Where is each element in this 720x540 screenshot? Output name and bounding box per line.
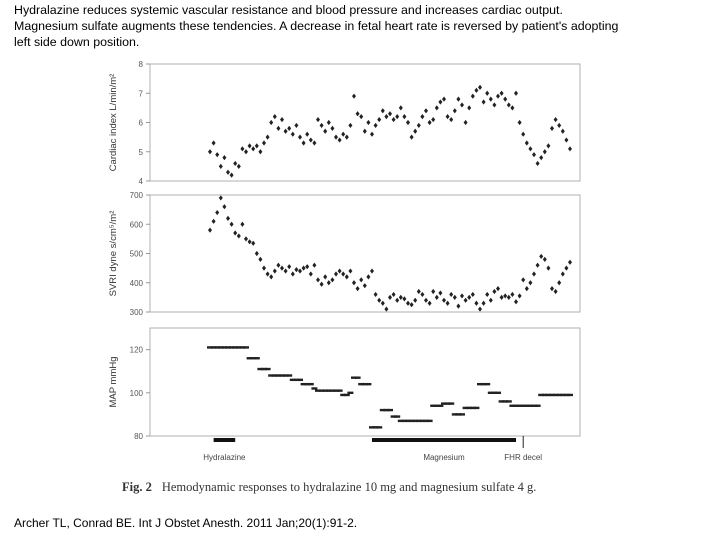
data-point <box>500 295 504 300</box>
data-point <box>460 102 464 107</box>
data-point <box>212 140 216 145</box>
data-point <box>352 280 356 285</box>
data-point <box>366 120 370 125</box>
data-point <box>273 114 277 119</box>
data-point <box>464 298 468 303</box>
data-point <box>381 108 385 113</box>
y-axis-label: MAP mmHg <box>108 356 119 408</box>
data-point <box>496 286 500 291</box>
data-point <box>233 161 237 166</box>
data-point <box>219 195 223 200</box>
data-point <box>337 389 343 391</box>
data-point <box>536 161 540 166</box>
data-point <box>503 97 507 102</box>
data-point <box>312 140 316 145</box>
data-point <box>297 379 303 381</box>
data-point <box>550 126 554 131</box>
data-point <box>471 94 475 99</box>
data-point <box>276 126 280 131</box>
data-point <box>431 289 435 294</box>
treatment-label: Magnesium <box>423 453 465 462</box>
data-point <box>525 140 529 145</box>
y-tick-label: 8 <box>138 60 143 69</box>
data-point <box>251 241 255 246</box>
data-point <box>413 129 417 134</box>
data-point <box>464 120 468 125</box>
data-point <box>532 152 536 157</box>
data-point <box>363 283 367 288</box>
data-point <box>492 102 496 107</box>
data-point <box>456 97 460 102</box>
data-point <box>442 298 446 303</box>
y-tick-label: 5 <box>138 147 143 157</box>
figure-title: Hemodynamic responses to hydralazine 10 mg and magnesium sulfate 4 g. <box>161 480 537 494</box>
data-point <box>413 298 417 303</box>
data-point <box>521 132 525 137</box>
data-point <box>330 126 334 131</box>
data-point <box>341 271 345 276</box>
data-point <box>410 135 414 140</box>
data-point <box>212 219 216 224</box>
data-point <box>276 263 280 268</box>
data-point <box>489 298 493 303</box>
data-point <box>230 173 234 178</box>
data-point <box>244 236 248 241</box>
panel-1-frame <box>150 64 580 181</box>
data-point <box>543 149 547 154</box>
data-point <box>474 88 478 93</box>
data-point <box>309 271 313 276</box>
data-point <box>388 111 392 116</box>
data-point <box>528 146 532 151</box>
data-point <box>546 143 550 148</box>
data-point <box>532 271 536 276</box>
data-point <box>226 216 230 221</box>
data-point <box>384 306 388 311</box>
data-point <box>262 266 266 271</box>
data-point <box>399 105 403 110</box>
data-point <box>492 289 496 294</box>
data-point <box>294 123 298 128</box>
y-tick-label: 400 <box>129 278 143 288</box>
data-point <box>460 293 464 298</box>
data-point <box>219 164 223 169</box>
data-point <box>243 346 249 348</box>
data-point <box>395 298 399 303</box>
data-point <box>568 260 572 265</box>
y-tick-label: 700 <box>129 191 143 200</box>
data-point <box>536 263 540 268</box>
data-point <box>327 280 331 285</box>
data-point <box>485 292 489 297</box>
data-point <box>338 268 342 273</box>
data-point <box>435 105 439 110</box>
data-point <box>255 143 259 148</box>
data-point <box>478 306 482 311</box>
data-point <box>424 298 428 303</box>
data-point <box>557 280 561 285</box>
data-point <box>262 140 266 145</box>
data-point <box>320 123 324 128</box>
caption-line-2: Magnesium sulfate augments these tendencies. A decrease in fetal heart rate is reversed by patient's adopting <box>14 19 619 33</box>
data-point <box>507 295 511 300</box>
data-point <box>316 277 320 282</box>
data-point <box>449 292 453 297</box>
data-point <box>482 301 486 306</box>
data-point <box>366 274 370 279</box>
data-point <box>394 415 400 417</box>
data-point <box>316 117 320 122</box>
data-point <box>564 137 568 142</box>
data-point <box>230 222 234 227</box>
data-point <box>286 374 292 376</box>
y-tick-label: 500 <box>129 249 143 259</box>
data-point <box>222 155 226 160</box>
data-point <box>359 277 363 282</box>
data-point <box>298 268 302 273</box>
data-point <box>420 114 424 119</box>
data-point <box>311 387 317 389</box>
data-point <box>356 111 360 116</box>
data-point <box>484 383 490 385</box>
data-point <box>561 129 565 134</box>
data-point <box>255 251 259 256</box>
data-point <box>374 292 378 297</box>
data-point <box>402 114 406 119</box>
y-axis-label: SVRI dyne s/cm⁵/m² <box>108 210 119 297</box>
data-point <box>344 394 350 396</box>
data-point <box>222 204 226 209</box>
data-point <box>215 152 219 157</box>
data-point <box>308 383 314 385</box>
data-point <box>258 149 262 154</box>
y-tick-label: 6 <box>138 118 143 128</box>
data-point <box>453 295 457 300</box>
data-point <box>215 210 219 215</box>
data-point <box>327 120 331 125</box>
data-point <box>456 304 460 309</box>
data-point <box>495 392 501 394</box>
data-point <box>345 135 349 140</box>
data-point <box>248 143 252 148</box>
data-point <box>446 301 450 306</box>
data-point <box>208 149 212 154</box>
data-point <box>424 108 428 113</box>
data-point <box>388 295 392 300</box>
data-point <box>237 164 241 169</box>
data-point <box>309 137 313 142</box>
data-point <box>506 400 512 402</box>
data-point <box>510 105 514 110</box>
data-point <box>557 123 561 128</box>
data-point <box>514 91 518 96</box>
data-point <box>485 91 489 96</box>
treatment-label: Hydralazine <box>203 453 246 462</box>
data-point <box>355 376 361 378</box>
data-point <box>244 149 248 154</box>
data-point <box>348 268 352 273</box>
data-point <box>280 117 284 122</box>
data-point <box>248 239 252 244</box>
data-point <box>273 268 277 273</box>
data-point <box>550 286 554 291</box>
data-point <box>402 296 406 301</box>
data-point <box>546 266 550 271</box>
data-point <box>265 368 271 370</box>
data-point <box>254 357 260 359</box>
data-point <box>237 233 241 238</box>
data-point <box>543 257 547 262</box>
data-point <box>376 426 382 428</box>
data-point <box>381 301 385 306</box>
figure-label: Fig. 2 <box>122 480 152 494</box>
data-point <box>539 254 543 259</box>
data-point <box>251 146 255 151</box>
treatment-bar <box>372 438 516 442</box>
data-point <box>438 290 442 295</box>
data-point <box>482 99 486 104</box>
data-point <box>291 271 295 276</box>
y-tick-label: 600 <box>129 220 143 230</box>
data-point <box>395 114 399 119</box>
data-point <box>284 268 288 273</box>
data-point <box>240 222 244 227</box>
data-point <box>521 277 525 282</box>
data-point <box>377 298 381 303</box>
data-point <box>554 117 558 122</box>
data-point <box>363 129 367 134</box>
data-point <box>347 392 353 394</box>
data-point <box>417 289 421 294</box>
y-axis-label: Cardiac index L/min/m² <box>108 73 119 172</box>
treatment-bar <box>214 438 236 442</box>
data-point <box>284 129 288 134</box>
data-point <box>489 97 493 102</box>
data-point <box>535 405 541 407</box>
data-point <box>312 263 316 268</box>
y-tick-label: 4 <box>138 177 143 186</box>
data-point <box>406 120 410 125</box>
data-point <box>305 264 309 269</box>
data-point <box>377 117 381 122</box>
panel-2-frame <box>150 195 580 312</box>
data-point <box>323 129 327 134</box>
data-point <box>449 117 453 122</box>
data-point <box>474 301 478 306</box>
caption-line-3: left side down position. <box>14 35 140 49</box>
data-point <box>518 293 522 298</box>
data-point <box>352 94 356 99</box>
data-point <box>298 135 302 140</box>
data-point <box>514 299 518 304</box>
data-point <box>330 277 334 282</box>
data-point <box>453 108 457 113</box>
data-point <box>392 117 396 122</box>
data-point <box>503 293 507 298</box>
data-point <box>208 228 212 233</box>
citation: Archer TL, Conrad BE. Int J Obstet Anesth. 2011 Jan;20(1):91-2. <box>14 516 358 530</box>
data-point <box>507 102 511 107</box>
data-point <box>437 405 443 407</box>
data-point <box>280 266 284 271</box>
data-point <box>448 402 454 404</box>
data-point <box>302 266 306 271</box>
data-point <box>384 114 388 119</box>
data-point <box>459 413 465 415</box>
data-point <box>233 230 237 235</box>
data-point <box>431 117 435 122</box>
data-point <box>510 292 514 297</box>
data-point <box>291 132 295 137</box>
data-point <box>554 289 558 294</box>
data-point <box>496 94 500 99</box>
data-point <box>399 295 403 300</box>
data-point <box>392 292 396 297</box>
data-point <box>359 114 363 119</box>
data-point <box>356 286 360 291</box>
data-point <box>528 280 532 285</box>
data-point <box>266 271 270 276</box>
data-point <box>446 114 450 119</box>
data-point <box>269 274 273 279</box>
data-point <box>287 126 291 131</box>
data-point <box>428 301 432 306</box>
data-point <box>467 295 471 300</box>
data-point <box>226 170 230 175</box>
data-point <box>417 123 421 128</box>
panel-3-frame <box>150 328 580 436</box>
data-point <box>323 274 327 279</box>
data-point <box>345 274 349 279</box>
data-point <box>258 257 262 262</box>
data-point <box>365 383 371 385</box>
caption-line-1: Hydralazine reduces systemic vascular resistance and blood pressure and increases cardiac output. <box>14 3 563 17</box>
data-point <box>420 292 424 297</box>
data-point <box>269 120 273 125</box>
y-tick-label: 80 <box>134 432 143 441</box>
data-point <box>525 286 529 291</box>
treatment-label: FHR decel <box>504 453 543 462</box>
y-tick-label: 300 <box>129 308 143 317</box>
data-point <box>467 105 471 110</box>
data-point <box>518 120 522 125</box>
data-point <box>473 407 479 409</box>
y-tick-label: 120 <box>129 345 143 355</box>
data-point <box>564 266 568 271</box>
data-point <box>568 146 572 151</box>
data-point <box>334 135 338 140</box>
data-point <box>370 132 374 137</box>
data-point <box>438 99 442 104</box>
data-point <box>428 120 432 125</box>
data-point <box>567 394 573 396</box>
data-point <box>370 268 374 273</box>
data-point <box>287 264 291 269</box>
data-point <box>334 271 338 276</box>
data-point <box>478 85 482 90</box>
data-point <box>410 302 414 307</box>
y-tick-label: 100 <box>129 388 143 398</box>
data-point <box>442 97 446 102</box>
data-point <box>240 146 244 151</box>
data-point <box>561 271 565 276</box>
data-point <box>294 267 298 272</box>
data-point <box>305 132 309 137</box>
data-point <box>302 140 306 145</box>
data-point <box>539 155 543 160</box>
data-point <box>374 123 378 128</box>
data-point <box>435 295 439 300</box>
data-point <box>500 91 504 96</box>
data-point <box>471 292 475 297</box>
data-point <box>338 137 342 142</box>
data-point <box>266 135 270 140</box>
data-point <box>387 409 393 411</box>
data-point <box>341 132 345 137</box>
data-point <box>406 301 410 306</box>
figure-caption <box>122 480 642 495</box>
data-point <box>348 123 352 128</box>
data-point <box>320 282 324 287</box>
data-point <box>427 420 433 422</box>
y-tick-label: 7 <box>138 89 143 99</box>
